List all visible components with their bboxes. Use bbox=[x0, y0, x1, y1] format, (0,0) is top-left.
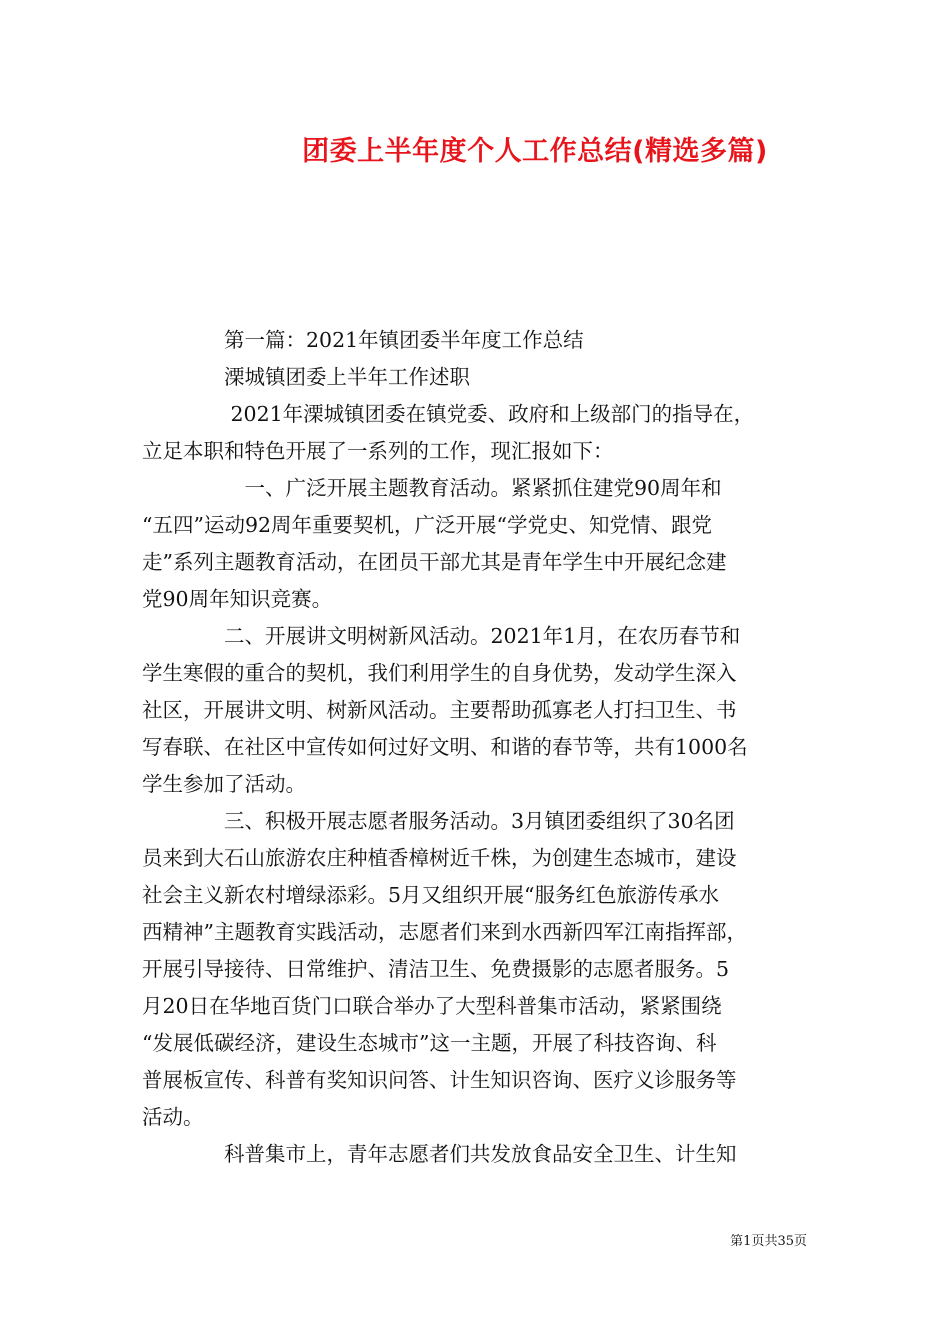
body-line: 写春联、在社区中宣传如何过好文明、和谐的春节等，共有1000名 bbox=[142, 735, 748, 759]
document-title: 团委上半年度个人工作总结(精选多篇) bbox=[302, 136, 768, 167]
body-line: 员来到大石山旅游农庄种植香樟树近千株，为创建生态城市，建设 bbox=[142, 846, 737, 870]
body-line: 学生寒假的重合的契机，我们利用学生的自身优势，发动学生深入 bbox=[142, 661, 737, 685]
body-line: “五四”运动92周年重要契机，广泛开展“学党史、知党情、跟党 bbox=[142, 513, 713, 537]
body-line: 三、积极开展志愿者服务活动。3月镇团委组织了30名团 bbox=[142, 809, 735, 833]
body-line: 活动。 bbox=[142, 1105, 204, 1129]
body-line: 溧城镇团委上半年工作述职 bbox=[142, 365, 470, 389]
body-line: 西精神”主题教育实践活动，志愿者们来到水西新四军江南指挥部， bbox=[142, 920, 747, 944]
body-line: 2021年溧城镇团委在镇党委、政府和上级部门的指导在， bbox=[142, 402, 755, 426]
body-line: 普展板宣传、科普有奖知识问答、计生知识咨询、医疗义诊服务等 bbox=[142, 1068, 737, 1092]
body-line: 第一篇：2021年镇团委半年度工作总结 bbox=[142, 328, 584, 352]
body-line: 走”系列主题教育活动，在团员干部尤其是青年学生中开展纪念建 bbox=[142, 550, 727, 574]
body-line: 社区，开展讲文明、树新风活动。主要帮助孤寡老人打扫卫生、书 bbox=[142, 698, 737, 722]
body-line: 开展引导接待、日常维护、清洁卫生、免费摄影的志愿者服务。5 bbox=[142, 957, 730, 981]
body-line: “发展低碳经济，建设生态城市”这一主题，开展了科技咨询、科 bbox=[142, 1031, 717, 1055]
page-number-footer: 第1页共35页 bbox=[730, 1234, 807, 1249]
body-line: 二、开展讲文明树新风活动。2021年1月，在农历春节和 bbox=[142, 624, 741, 648]
body-line: 科普集市上，青年志愿者们共发放食品安全卫生、计生知 bbox=[142, 1142, 737, 1166]
body-line: 社会主义新农村增绿添彩。5月又组织开展“服务红色旅游传承水 bbox=[142, 883, 720, 907]
body-line: 学生参加了活动。 bbox=[142, 772, 306, 796]
body-line: 党90周年知识竞赛。 bbox=[142, 587, 333, 611]
body-line: 月20日在华地百货门口联合举办了大型科普集市活动，紧紧围绕 bbox=[142, 994, 722, 1018]
document-body bbox=[142, 322, 810, 1173]
body-line: 一、广泛开展主题教育活动。紧紧抓住建党90周年和 bbox=[142, 476, 722, 500]
body-line: 立足本职和特色开展了一系列的工作，现汇报如下： bbox=[142, 439, 614, 463]
